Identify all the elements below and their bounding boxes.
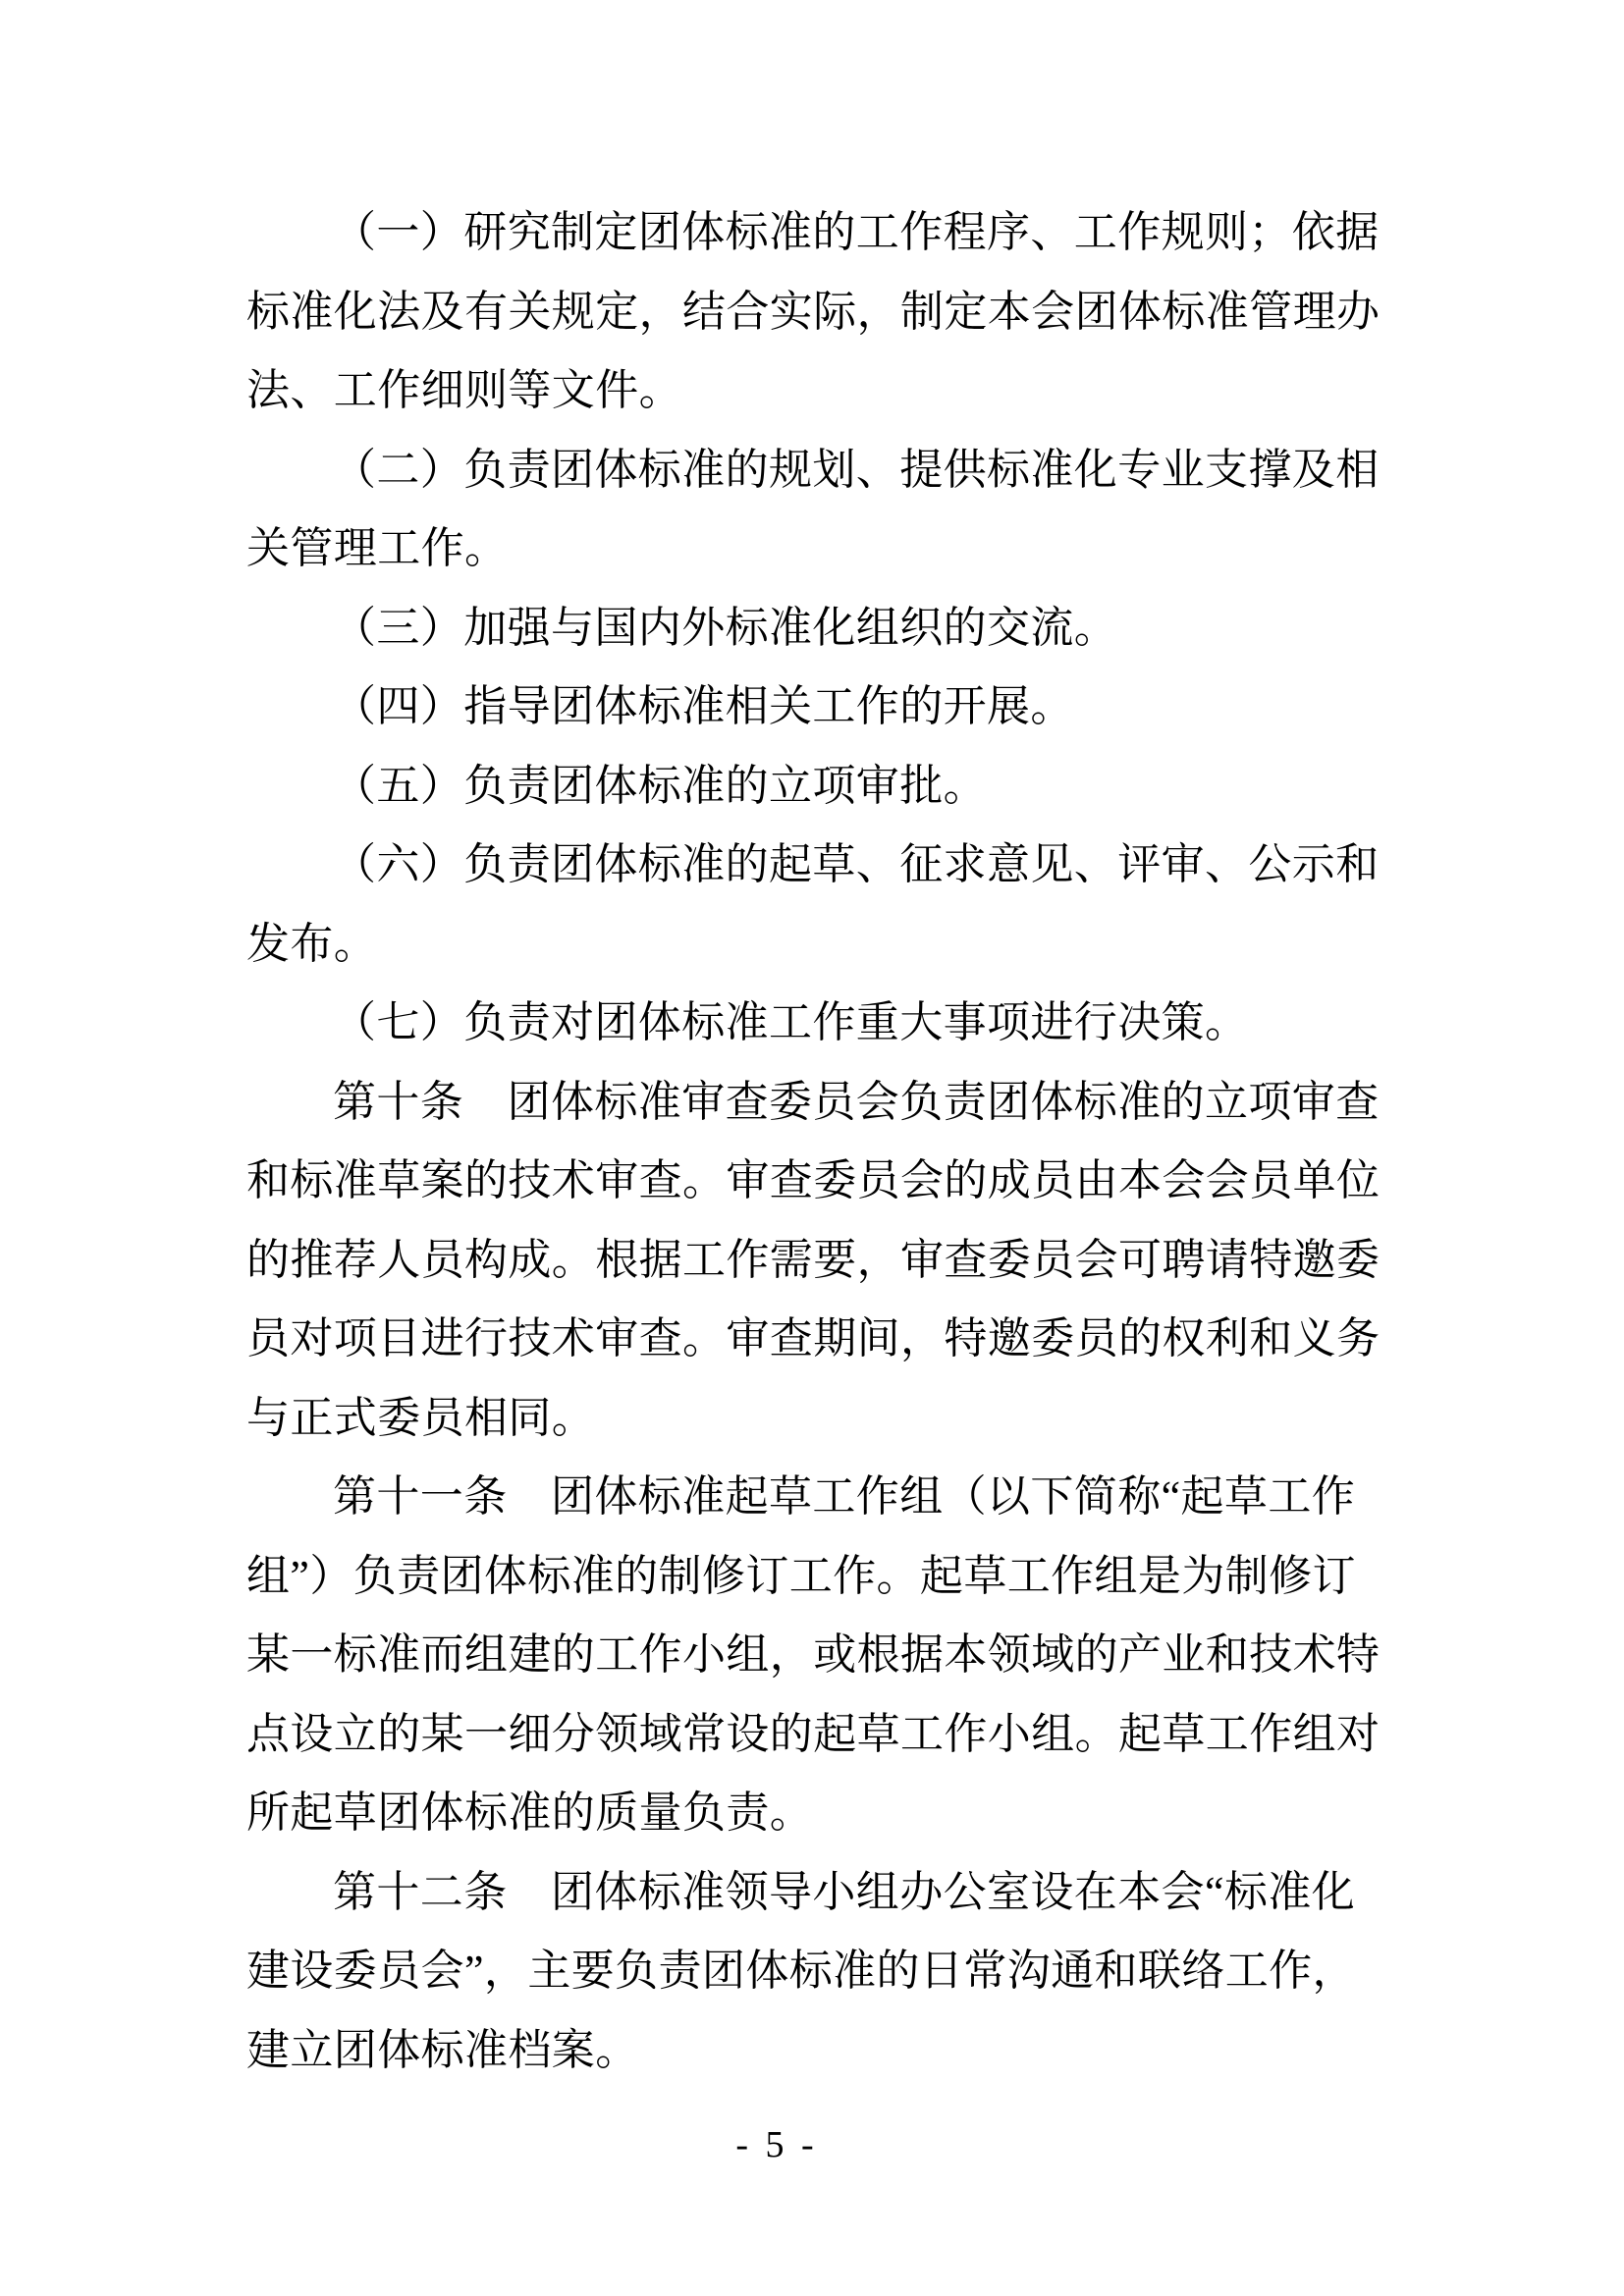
- text-line: 点设立的某一细分领域常设的起草工作小组。起草工作组对: [246, 1709, 1380, 1758]
- text-line: 的推荐人员构成。根据工作需要，审查委员会可聘请特邀委: [246, 1235, 1380, 1284]
- text-line: （四）指导团体标准相关工作的开展。: [333, 682, 1074, 730]
- text-line: 标准化法及有关规定，结合实际，制定本会团体标准管理办: [246, 287, 1380, 336]
- text-line: 建设委员会”，主要负责团体标准的日常沟通和联络工作，: [246, 1947, 1356, 1995]
- text-line: 建立团体标准档案。: [246, 2025, 639, 2074]
- text-line: 法、工作细则等文件。: [246, 366, 682, 414]
- page-number: - 5 -: [735, 2124, 818, 2165]
- text-line: 所起草团体标准的质量负责。: [246, 1789, 814, 1837]
- text-line: 员对项目进行技术审查。审查期间，特邀委员的权利和义务: [246, 1314, 1380, 1362]
- text-line: （五）负责团体标准的立项审批。: [333, 761, 987, 810]
- text-line: 关管理工作。: [246, 524, 509, 572]
- text-line: 与正式委员相同。: [246, 1393, 596, 1442]
- text-line: 某一标准而组建的工作小组，或根据本领域的产业和技术特: [246, 1630, 1380, 1679]
- text-line: （六）负责团体标准的起草、征求意见、评审、公示和: [333, 840, 1380, 888]
- text-line: 组”）负责团体标准的制修订工作。起草工作组是为制修订: [246, 1551, 1356, 1600]
- text-line: （一）研究制定团体标准的工作程序、工作规则；依据: [333, 208, 1380, 256]
- text-line: 第十条 团体标准审查委员会负责团体标准的立项审查: [333, 1077, 1380, 1126]
- text-line: 发布。: [246, 919, 378, 968]
- document-body: [246, 193, 1380, 2090]
- text-line: 第十一条 团体标准起草工作组（以下简称“起草工作: [333, 1472, 1356, 1521]
- text-line: （二）负责团体标准的规划、提供标准化专业支撑及相: [333, 445, 1380, 494]
- text-line: 第十二条 团体标准领导小组办公室设在本会“标准化: [333, 1867, 1356, 1916]
- text-line: （七）负责对团体标准工作重大事项进行决策。: [333, 998, 1249, 1046]
- text-line: （三）加强与国内外标准化组织的交流。: [333, 603, 1118, 652]
- text-line: 和标准草案的技术审查。审查委员会的成员由本会会员单位: [246, 1156, 1380, 1204]
